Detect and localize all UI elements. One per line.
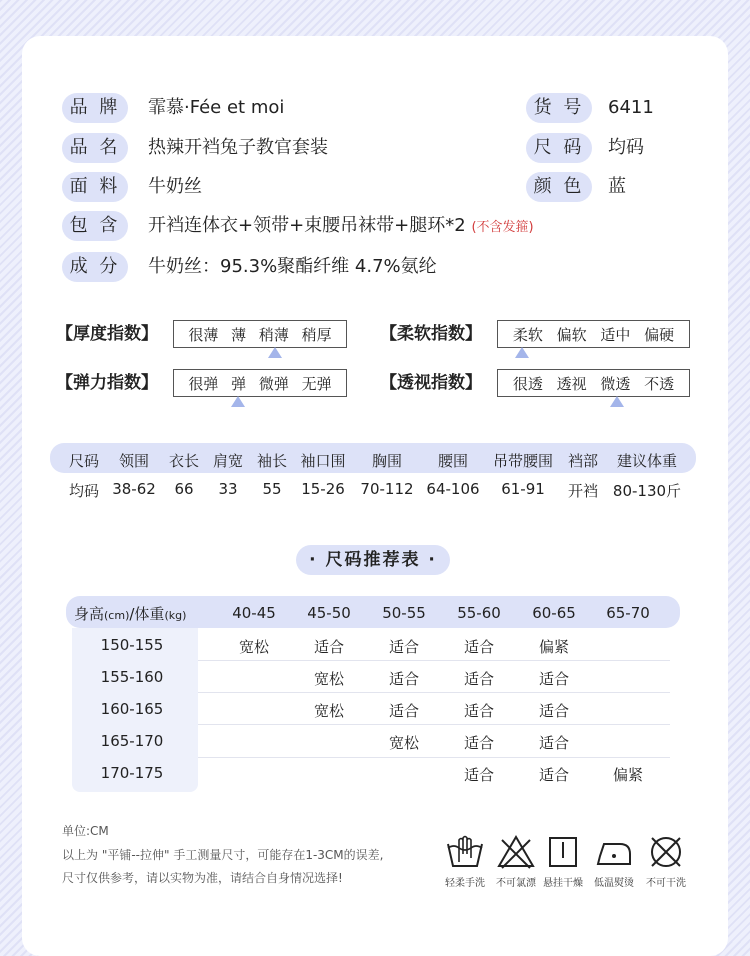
size-value: 55: [262, 480, 282, 498]
elasticity-label: 【弹力指数】: [56, 373, 158, 393]
item-no-value: 6411: [608, 97, 654, 118]
softness-option: 偏硬: [644, 326, 675, 344]
fit-cell: 适合: [463, 638, 495, 656]
name-value: 热辣开裆兔子教官套装: [148, 137, 328, 158]
low-iron-icon: [594, 834, 634, 870]
weight-header: 45-50: [307, 604, 351, 622]
composition-label: 成 分: [62, 252, 128, 282]
thickness-marker-icon: [268, 347, 282, 358]
size-value: 61-91: [501, 480, 545, 498]
recommend-title: · 尺码推荐表 ·: [296, 545, 450, 575]
elasticity-option: 无弹: [301, 375, 332, 393]
fit-cell: 适合: [463, 670, 495, 688]
size-header: 领围: [118, 452, 150, 470]
transparency-option: 很透: [512, 375, 543, 393]
weight-header: 55-60: [457, 604, 501, 622]
brand-label: 品 牌: [62, 93, 128, 123]
corner-height: 身高: [74, 605, 105, 623]
corner-weight-unit: (kg): [164, 609, 187, 622]
elasticity-scale: [173, 369, 347, 397]
composition-value: 牛奶丝：95.3%聚酯纤维 4.7%氨纶: [148, 256, 437, 277]
fit-cell: 适合: [313, 638, 345, 656]
hand-wash-icon: [445, 834, 485, 870]
care-low-iron: [584, 834, 644, 889]
item-no-label: 货 号: [526, 93, 592, 123]
height-cell: 170-175: [100, 764, 164, 782]
fit-cell: 偏紧: [612, 766, 644, 784]
row-divider: [198, 724, 670, 725]
size-header: 建议体重: [616, 452, 678, 470]
fit-cell: 适合: [388, 702, 420, 720]
height-cell: 160-165: [100, 700, 164, 718]
care-label: 轻柔手洗: [445, 878, 485, 889]
softness-option: 柔软: [512, 326, 543, 344]
size-header: 腰围: [437, 452, 469, 470]
care-label: 不可干洗: [646, 878, 686, 889]
care-label: 不可氯漂: [496, 878, 536, 889]
height-cell: 150-155: [100, 636, 164, 654]
size-header: 衣长: [168, 452, 200, 470]
size-value: 80-130斤: [612, 482, 682, 500]
includes-label: 包 含: [62, 211, 128, 241]
brand-value: 霏慕·Fée et moi: [148, 97, 285, 118]
size-value: 均码: [608, 137, 644, 158]
hang-dry-icon: [543, 834, 583, 870]
fit-cell: 适合: [463, 734, 495, 752]
reference-note: 尺寸仅供参考，请以实物为准，请结合自身情况选择!: [62, 871, 343, 885]
size-value: 15-26: [301, 480, 345, 498]
fit-cell: 宽松: [388, 734, 420, 752]
row-divider: [198, 660, 670, 661]
weight-header: 60-65: [532, 604, 576, 622]
fit-cell: 适合: [463, 702, 495, 720]
fit-cell: 适合: [538, 670, 570, 688]
fabric-label: 面 料: [62, 172, 128, 202]
softness-scale: [497, 320, 690, 348]
includes-value: [148, 211, 534, 243]
corner-weight: /体重: [129, 605, 165, 623]
row-divider: [198, 692, 670, 693]
weight-header: 65-70: [606, 604, 650, 622]
transparency-scale: [497, 369, 690, 397]
size-value: 64-106: [426, 480, 480, 498]
fit-cell: 宽松: [238, 638, 270, 656]
elasticity-option: 弹: [231, 375, 247, 393]
thickness-option: 稍薄: [258, 326, 289, 344]
name-label: 品 名: [62, 133, 128, 163]
size-value: 66: [174, 480, 194, 498]
softness-label: 【柔软指数】: [380, 324, 482, 344]
transparency-option: 不透: [644, 375, 675, 393]
unit-note: 单位:CM: [62, 824, 109, 838]
size-value: 70-112: [360, 480, 414, 498]
size-label: 尺 码: [526, 133, 592, 163]
height-cell: 165-170: [100, 732, 164, 750]
thickness-label: 【厚度指数】: [56, 324, 158, 344]
includes-note: (不含发箍): [471, 220, 534, 235]
color-label: 颜 色: [526, 172, 592, 202]
care-no-dry-clean: [636, 834, 696, 889]
care-label: 悬挂干燥: [543, 878, 583, 889]
elasticity-marker-icon: [231, 396, 245, 407]
transparency-option: 透视: [556, 375, 587, 393]
thickness-option: 很薄: [188, 326, 219, 344]
elasticity-option: 微弹: [258, 375, 289, 393]
size-header: 袖口围: [300, 452, 346, 470]
size-header: 尺码: [68, 452, 100, 470]
size-header: 胸围: [371, 452, 403, 470]
size-header: 袖长: [256, 452, 288, 470]
softness-option: 适中: [600, 326, 631, 344]
fabric-value: 牛奶丝: [148, 176, 202, 197]
color-value: 蓝: [608, 176, 626, 197]
weight-header: 40-45: [232, 604, 276, 622]
care-label: 低温熨烫: [594, 878, 634, 889]
row-divider: [198, 757, 670, 758]
weight-header: 50-55: [382, 604, 426, 622]
transparency-option: 微透: [600, 375, 631, 393]
fit-cell: 适合: [538, 702, 570, 720]
fit-cell: 适合: [538, 766, 570, 784]
transparency-marker-icon: [610, 396, 624, 407]
softness-marker-icon: [515, 347, 529, 358]
elasticity-option: 很弹: [188, 375, 219, 393]
size-header: 裆部: [567, 452, 599, 470]
measure-note: 以上为 "平铺--拉伸" 手工测量尺寸，可能存在1-3CM的误差,: [62, 848, 384, 862]
fit-cell: 宽松: [313, 702, 345, 720]
size-value: 均码: [68, 482, 100, 500]
fit-cell: 适合: [463, 766, 495, 784]
corner-height-unit: (cm): [104, 609, 130, 622]
no-dry-clean-icon: [646, 834, 686, 870]
recommend-corner: [74, 603, 186, 624]
fit-cell: 适合: [538, 734, 570, 752]
thickness-option: 稍厚: [301, 326, 332, 344]
size-value: 33: [218, 480, 238, 498]
fit-cell: 宽松: [313, 670, 345, 688]
size-header: 肩宽: [212, 452, 244, 470]
thickness-option: 薄: [231, 326, 247, 344]
transparency-label: 【透视指数】: [380, 373, 482, 393]
size-value: 开裆: [567, 482, 599, 500]
includes-text: 开裆连体衣+领带+束腰吊袜带+腿环*2: [148, 215, 466, 236]
thickness-scale: [173, 320, 347, 348]
height-cell: 155-160: [100, 668, 164, 686]
size-header: 吊带腰围: [492, 452, 554, 470]
softness-option: 偏软: [556, 326, 587, 344]
size-value: 38-62: [112, 480, 156, 498]
fit-cell: 适合: [388, 670, 420, 688]
no-bleach-icon: [496, 834, 536, 870]
fit-cell: 适合: [388, 638, 420, 656]
fit-cell: 偏紧: [538, 638, 570, 656]
